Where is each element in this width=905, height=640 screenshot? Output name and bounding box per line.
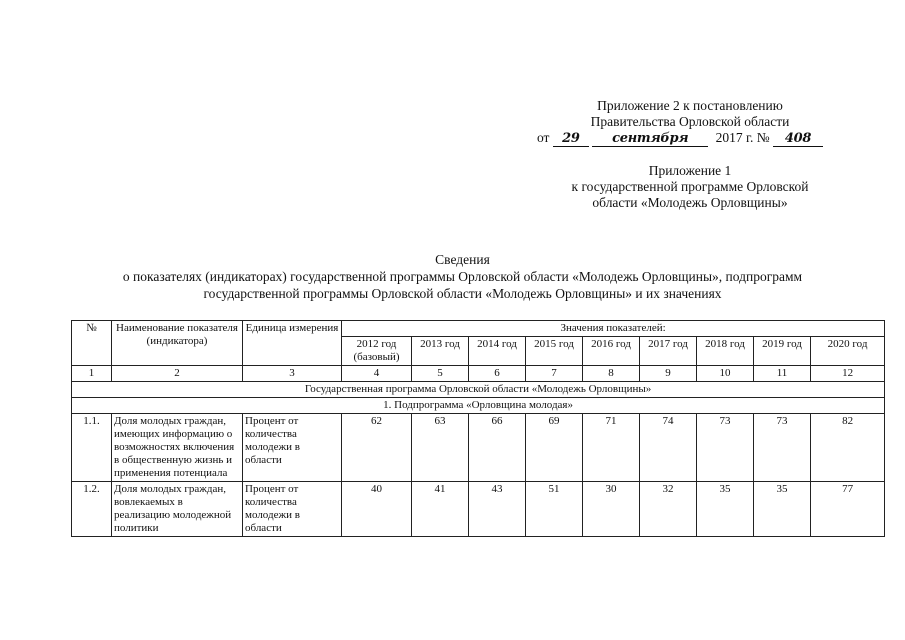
row-value: 41 — [412, 482, 469, 537]
column-number: 11 — [754, 366, 811, 382]
column-number: 9 — [640, 366, 697, 382]
column-number: 2 — [112, 366, 243, 382]
subprogram-title-row — [72, 398, 885, 414]
header-no: № — [72, 321, 112, 366]
row-number: 1.2. — [72, 482, 112, 537]
signature-line — [520, 130, 840, 147]
sig-year: 2017 г. № — [715, 130, 770, 145]
row-indicator-name: Доля молодых граждан, вовлекаемых в реализацию молодежной политики — [112, 482, 243, 537]
row-value: 35 — [697, 482, 754, 537]
row-value: 82 — [811, 414, 885, 482]
column-number: 1 — [72, 366, 112, 382]
header-year: 2017 год — [640, 337, 697, 366]
header-year: 2020 год — [811, 337, 885, 366]
header-year: 2019 год — [754, 337, 811, 366]
header-line-1: Приложение 2 к постановлению — [597, 98, 783, 113]
header-name: Наименование показателя (индикатора) — [112, 321, 243, 366]
table-header-row-1 — [72, 321, 885, 337]
sig-month: сентября — [592, 132, 708, 147]
sig-prefix: от — [536, 130, 550, 145]
row-number: 1.1. — [72, 414, 112, 482]
row-unit: Процент от количества молодежи в области — [243, 482, 342, 537]
appendix-line-3: области «Молодежь Орловщины» — [592, 195, 788, 210]
column-number: 10 — [697, 366, 754, 382]
row-value: 71 — [583, 414, 640, 482]
document-title — [40, 251, 885, 302]
program-title-row — [72, 382, 885, 398]
row-value: 73 — [697, 414, 754, 482]
row-value: 77 — [811, 482, 885, 537]
subprogram-title: 1. Подпрограмма «Орловщина молодая» — [72, 398, 885, 414]
column-number: 4 — [342, 366, 412, 382]
row-unit: Процент от количества молодежи в области — [243, 414, 342, 482]
title-line-1: Сведения — [435, 252, 490, 267]
program-title: Государственная программа Орловской области «Молодежь Орловщины» — [72, 382, 885, 398]
row-value: 62 — [342, 414, 412, 482]
document-header — [536, 98, 840, 211]
row-value: 73 — [754, 414, 811, 482]
title-line-2: о показателях (индикаторах) государственной программы Орловской области «Молодежь Орловщины», подпрограмм — [122, 269, 803, 284]
row-value: 69 — [526, 414, 583, 482]
indicators-table — [71, 320, 885, 537]
row-value: 43 — [469, 482, 526, 537]
table-row — [72, 414, 885, 482]
sig-day: 29 — [553, 132, 589, 147]
header-values: Значения показателей: — [342, 321, 885, 337]
column-number: 7 — [526, 366, 583, 382]
title-line-3: государственной программы Орловской области «Молодежь Орловщины» и их значениях — [203, 286, 722, 301]
row-value: 51 — [526, 482, 583, 537]
column-number: 3 — [243, 366, 342, 382]
row-value: 74 — [640, 414, 697, 482]
sig-number: 408 — [773, 132, 823, 147]
appendix-line-1: Приложение 1 — [648, 163, 732, 178]
column-numbers-row — [72, 366, 885, 382]
header-line-2: Правительства Орловской области — [590, 114, 790, 129]
row-value: 35 — [754, 482, 811, 537]
header-year: 2015 год — [526, 337, 583, 366]
column-number: 6 — [469, 366, 526, 382]
row-value: 40 — [342, 482, 412, 537]
header-year: 2013 год — [412, 337, 469, 366]
column-number: 5 — [412, 366, 469, 382]
header-unit: Единица измерения — [243, 321, 342, 366]
row-indicator-name: Доля молодых граждан, имеющих информацию о возможностях включения в общественную жизнь и применения потенциала — [112, 414, 243, 482]
row-value: 63 — [412, 414, 469, 482]
column-number: 8 — [583, 366, 640, 382]
row-value: 32 — [640, 482, 697, 537]
table-row — [72, 482, 885, 537]
header-year: 2014 год — [469, 337, 526, 366]
header-year: 2016 год — [583, 337, 640, 366]
row-value: 30 — [583, 482, 640, 537]
header-year: 2012 год (базовый) — [342, 337, 412, 366]
column-number: 12 — [811, 366, 885, 382]
appendix-line-2: к государственной программе Орловской — [571, 179, 809, 194]
header-year: 2018 год — [697, 337, 754, 366]
row-value: 66 — [469, 414, 526, 482]
